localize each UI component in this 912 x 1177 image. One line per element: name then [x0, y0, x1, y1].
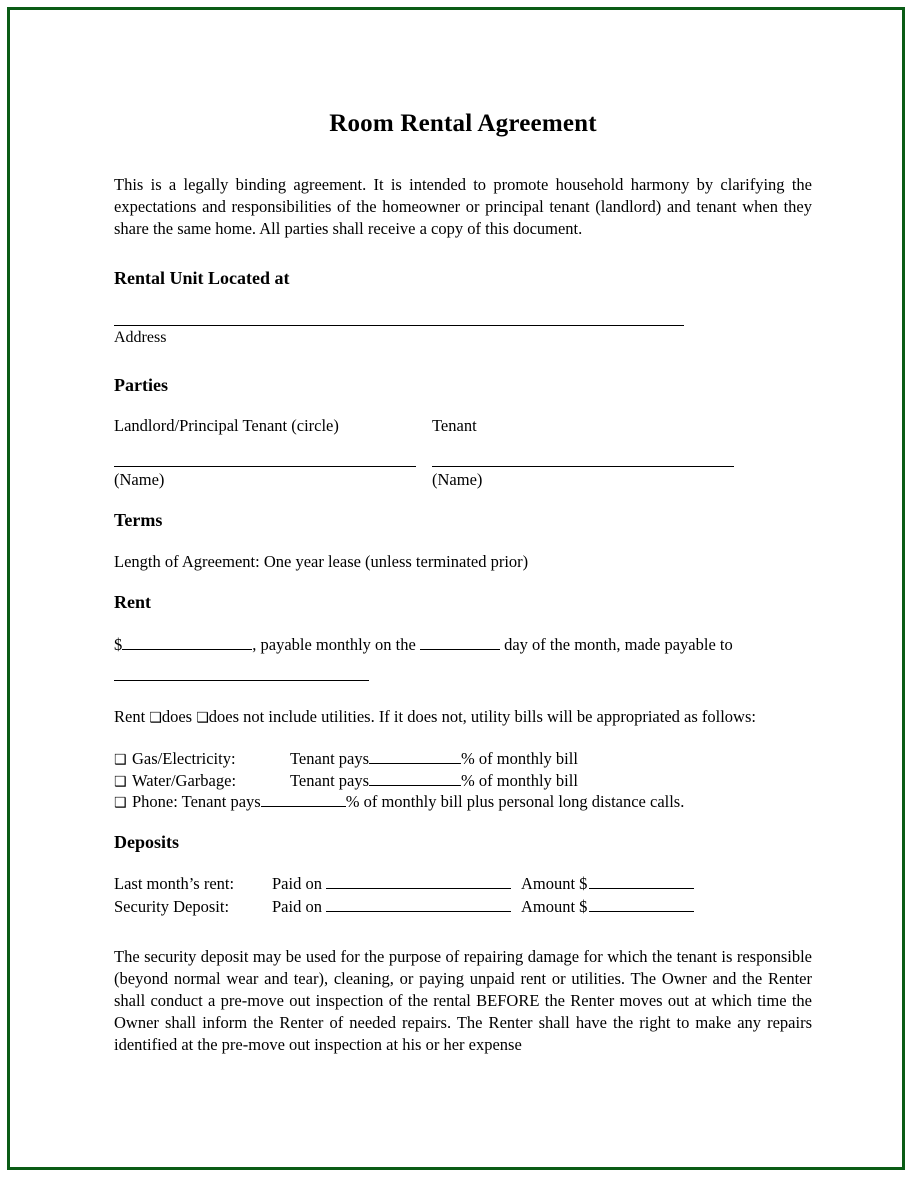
last-month-paid-on-input-line[interactable]: [326, 873, 511, 889]
tenant-name-input-line[interactable]: [432, 466, 734, 467]
rent-amount-row: [114, 633, 812, 657]
landlord-name-input-line[interactable]: [114, 466, 416, 467]
phone-text-after: % of monthly bill plus personal long distance calls.: [345, 791, 685, 811]
utility-row-phone: [114, 791, 812, 812]
water-garbage-percent-input-line[interactable]: [369, 770, 461, 786]
deposit-row-security: [114, 896, 812, 918]
deposits-rows: [114, 873, 812, 918]
last-month-amount-input-line[interactable]: [589, 873, 694, 889]
water-garbage-suffix: % of monthly bill: [461, 770, 578, 790]
last-month-rent-label: Last month’s rent:: [114, 874, 235, 894]
water-garbage-label: Water/Garbage:: [132, 770, 237, 790]
rent-dollar-sign: $: [114, 635, 123, 655]
tenant-name-caption: (Name): [432, 469, 483, 489]
phone-text-before: Phone: Tenant pays: [132, 791, 261, 811]
deposit-terms-paragraph: The security deposit may be used for the purpose of repairing damage for which the tenant is responsible (beyond normal wear and tear), cleaning, or paying unpaid rent or utilities. The Owner and the Renter shall conduct a pre-move out inspection of the rental BEFORE the Renter moves out at which time the Owner shall inform the Renter of needed repairs. The Renter shall have the right to make any repairs identified at the pre-move out inspection at his or her expense: [114, 946, 812, 1054]
document-body: [114, 110, 812, 1056]
utility-row-gas-electricity: [114, 748, 812, 769]
landlord-name-caption: (Name): [114, 469, 165, 489]
gas-electricity-suffix: % of monthly bill: [461, 749, 578, 769]
last-month-amount-label: Amount $: [520, 874, 588, 894]
rent-payable-to-row: [114, 665, 812, 686]
phone-checkbox[interactable]: ❑: [114, 794, 127, 811]
section-heading-rental-unit: Rental Unit Located at: [114, 267, 290, 288]
last-month-paid-on-label: Paid on: [272, 874, 322, 894]
phone-percent-input-line[interactable]: [261, 791, 346, 807]
tenant-label: Tenant: [432, 415, 477, 435]
does-checkbox[interactable]: ❑: [149, 710, 162, 727]
deposit-row-last-month: [114, 873, 812, 895]
section-heading-terms: Terms: [114, 509, 163, 530]
utilities-list: [114, 748, 812, 812]
gas-electricity-checkbox[interactable]: ❑: [114, 752, 127, 769]
rent-day-text: day of the month, made payable to: [504, 635, 733, 655]
rent-day-input-line[interactable]: [420, 634, 500, 650]
rent-includes-prefix: Rent: [114, 707, 146, 727]
does-label: does: [161, 707, 193, 727]
terms-length-text: Length of Agreement: One year lease (unless terminated prior): [114, 551, 529, 571]
section-heading-rent: Rent: [114, 592, 151, 613]
section-heading-deposits: Deposits: [114, 832, 180, 853]
intro-paragraph: This is a legally binding agreement. It is intended to promote household harmony by clarifying the expectations and responsibilities of the homeowner or principal tenant (landlord) and tenant when they share the same home. All parties shall receive a copy of this document.: [114, 175, 812, 238]
security-paid-on-input-line[interactable]: [326, 896, 511, 912]
rent-amount-input-line[interactable]: [122, 634, 252, 650]
does-not-label: does not include utilities. If it does not, utility bills will be appropriated as follows:: [208, 707, 756, 727]
gas-electricity-label: Gas/Electricity:: [132, 749, 236, 769]
security-paid-on-label: Paid on: [272, 896, 322, 916]
address-input-line[interactable]: [114, 325, 684, 326]
page-title: Room Rental Agreement: [329, 110, 597, 137]
landlord-name-block: [114, 466, 432, 490]
rent-payable-text: , payable monthly on the: [252, 635, 416, 655]
gas-electricity-payer: Tenant pays: [290, 749, 370, 769]
water-garbage-checkbox[interactable]: ❑: [114, 773, 127, 790]
rent-payable-to-input-line[interactable]: [114, 665, 369, 681]
tenant-name-block: [432, 466, 750, 490]
parties-signature-rows: [114, 466, 812, 490]
utility-row-water-garbage: [114, 770, 812, 791]
parties-header-row: [114, 416, 812, 436]
landlord-label: Landlord/Principal Tenant (circle): [114, 415, 339, 435]
document-page-border: [7, 7, 905, 1170]
address-label: Address: [114, 328, 167, 346]
security-amount-input-line[interactable]: [589, 896, 694, 912]
security-amount-label: Amount $: [520, 896, 588, 916]
section-heading-parties: Parties: [114, 374, 168, 395]
gas-electricity-percent-input-line[interactable]: [369, 748, 461, 764]
security-deposit-label: Security Deposit:: [114, 896, 230, 916]
rent-utilities-inclusion-row: [114, 706, 812, 728]
water-garbage-payer: Tenant pays: [290, 770, 370, 790]
does-not-checkbox[interactable]: ❑: [196, 710, 209, 727]
